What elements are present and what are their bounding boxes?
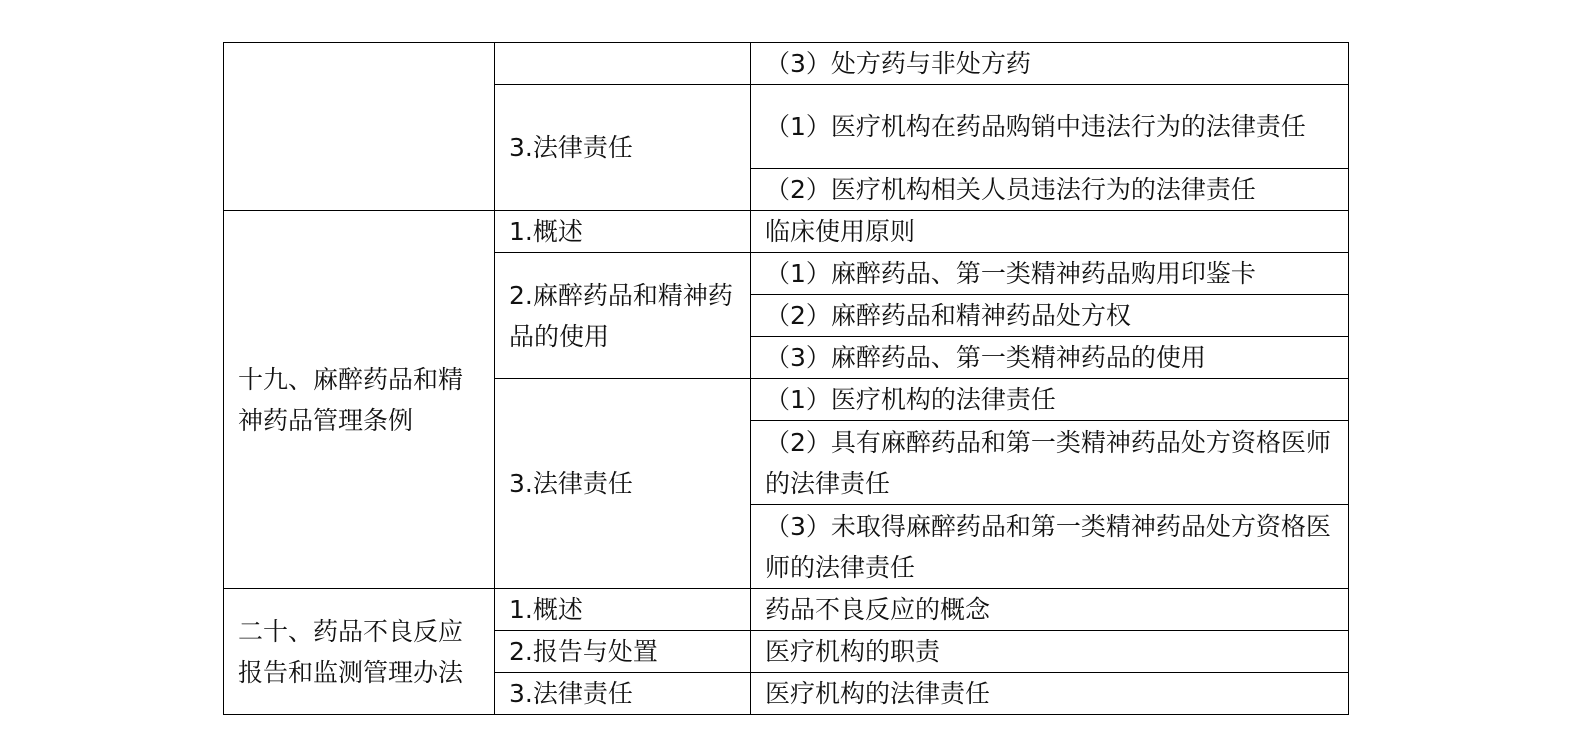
detail-cell: （1）麻醉药品、第一类精神药品购用印鉴卡 xyxy=(751,253,1349,295)
detail-cell: （2）麻醉药品和精神药品处方权 xyxy=(751,295,1349,337)
detail-cell: （3）麻醉药品、第一类精神药品的使用 xyxy=(751,337,1349,379)
table-row xyxy=(224,211,1349,253)
topic-cell: 2.麻醉药品和精神药品的使用 xyxy=(495,253,751,379)
detail-cell: （2）医疗机构相关人员违法行为的法律责任 xyxy=(751,169,1349,211)
section-cell-empty xyxy=(224,43,495,211)
table-row xyxy=(224,589,1349,631)
topic-cell: 2.报告与处置 xyxy=(495,631,751,673)
section-cell: 十九、麻醉药品和精神药品管理条例 xyxy=(224,211,495,589)
topic-cell-empty xyxy=(495,43,751,85)
detail-cell: （1）医疗机构在药品购销中违法行为的法律责任 xyxy=(751,85,1349,169)
topic-cell: 1.概述 xyxy=(495,589,751,631)
detail-cell: 临床使用原则 xyxy=(751,211,1349,253)
topic-cell: 3.法律责任 xyxy=(495,379,751,589)
detail-cell: （2）具有麻醉药品和第一类精神药品处方资格医师的法律责任 xyxy=(751,421,1349,505)
table-row xyxy=(224,43,1349,85)
syllabus-table xyxy=(223,42,1349,715)
detail-cell: （3）未取得麻醉药品和第一类精神药品处方资格医师的法律责任 xyxy=(751,505,1349,589)
detail-cell: 医疗机构的法律责任 xyxy=(751,673,1349,715)
topic-cell: 3.法律责任 xyxy=(495,673,751,715)
detail-cell: 医疗机构的职责 xyxy=(751,631,1349,673)
detail-cell: 药品不良反应的概念 xyxy=(751,589,1349,631)
topic-cell: 3.法律责任 xyxy=(495,85,751,211)
detail-cell: （3）处方药与非处方药 xyxy=(751,43,1349,85)
topic-cell: 1.概述 xyxy=(495,211,751,253)
detail-cell: （1）医疗机构的法律责任 xyxy=(751,379,1349,421)
section-cell: 二十、药品不良反应报告和监测管理办法 xyxy=(224,589,495,715)
